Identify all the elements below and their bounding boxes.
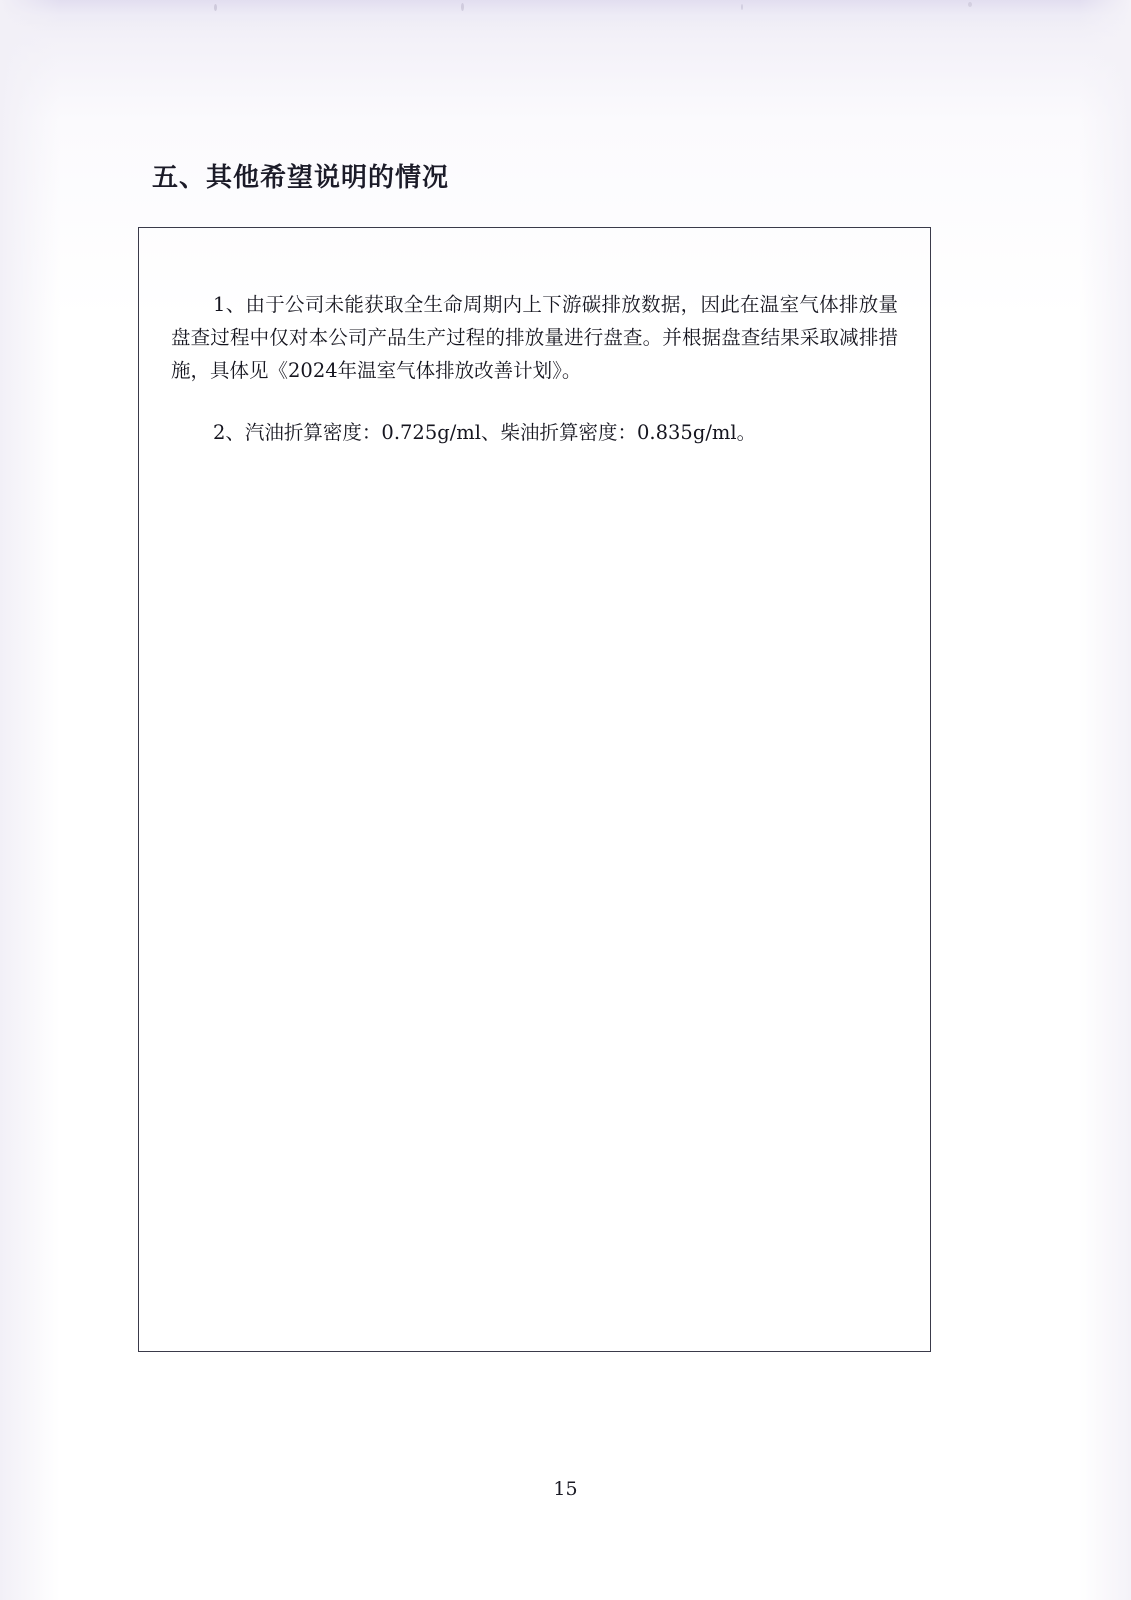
notes-text-box	[138, 227, 931, 1352]
page-number: 15	[553, 1478, 578, 1500]
note-paragraph-2: 2、汽油折算密度：0.725g/ml、柴油折算密度：0.835g/ml。	[213, 420, 757, 444]
section-heading: 五、其他希望说明的情况	[152, 163, 450, 193]
note-paragraph-1: 1、由于公司未能获取全生命周期内上下游碳排放数据，因此在温室气体排放量盘查过程中仅对本公司产品生产过程的排放量进行盘查。并根据盘查结果采取减排措施，具体见《2024年温室气体排放改善计划》。	[171, 292, 898, 382]
